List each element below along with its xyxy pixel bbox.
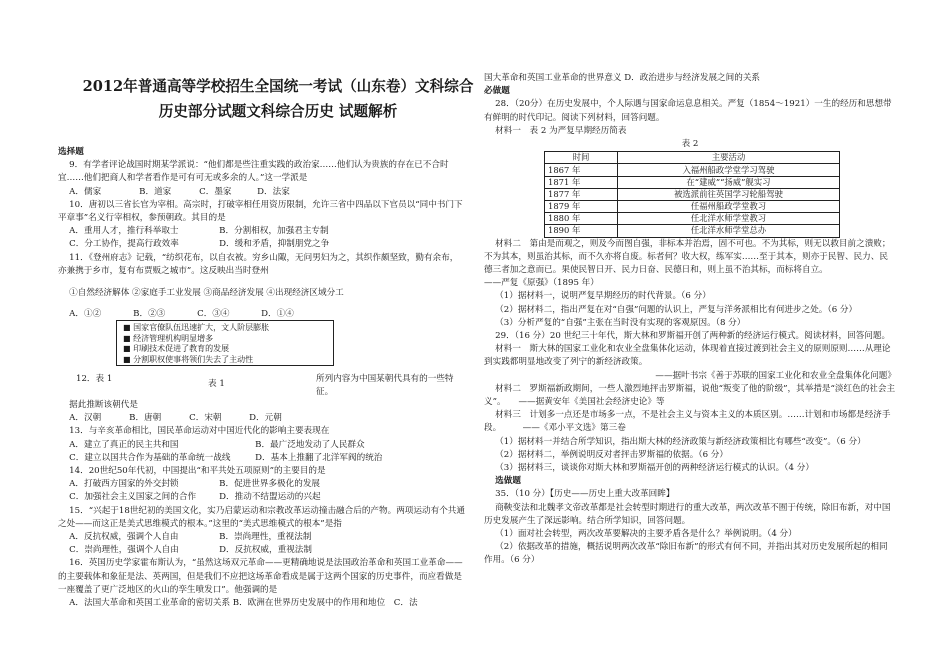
option: D．反抗权威，重视法制 — [219, 545, 312, 556]
question-35-part-2: （2）依据改革的措施，概括说明两次改革“除旧布新”的形式有何不同，并指出其对历史发展所起的相同作用。（6 分） — [484, 542, 888, 566]
left-column-lower — [58, 373, 466, 610]
option: D．元朝 — [249, 413, 282, 424]
table-cell: 任北洋水师学堂教习 — [618, 213, 840, 225]
question-14-options — [58, 478, 466, 491]
option: D．①④ — [261, 309, 294, 320]
table-row — [545, 213, 840, 225]
question-14: 14．20世纪50年代初，中国提出“和平共处五项原则”的主要目的是 — [69, 466, 326, 477]
question-35: 35．（10 分）【历史——历史上重大改革回眸】 — [495, 489, 675, 500]
question-15: 15．“兴起于18世纪初的美国文化，实乃启蒙运动和宗教改革运动撞击融合后的产物。两项运动有个共通之处——而这正是美式思维模式的根本。”这里的“美式思维模式的根本”是指 — [58, 505, 465, 529]
table-row — [545, 164, 840, 176]
section-heading-choice: 选择题 — [58, 147, 84, 157]
table-header: 时间 — [545, 152, 618, 164]
option: C．崇尚理性，强调个人自由 — [69, 545, 179, 556]
question-28: 28．（20分）在历史发展中，个人际遇与国家命运息息相关。严复（1854～1921）一生的经历和思想带有鲜明的时代印记。阅读下列材料，回答问题。 — [484, 99, 892, 123]
option: B．分割相权，加强君主专制 — [219, 226, 329, 237]
question-13-options — [58, 452, 466, 465]
option: B．唐朝 — [129, 413, 162, 424]
option: C．③④ — [197, 309, 230, 320]
question-29-material-2: 材料二 罗斯福新政期间，一些人激烈地抨击罗斯福，说他“叛变了他的阶级”，其举措是“淡红色的社会主义”。 ——据黄安年《美国社会经济史论》等 — [484, 383, 896, 407]
option: A．反抗权威，强调个人自由 — [69, 532, 179, 543]
question-28-part-3: （3）分析严复的“自强”主张在当时没有实现的客观原因。（8 分） — [495, 317, 746, 328]
table-row — [545, 225, 840, 237]
question-13-options — [58, 439, 466, 452]
option: A．建立了真正的民主共和国 — [69, 439, 179, 450]
question-35-text: 商鞅变法和北魏孝文帝改革都是社会转型时期进行的重大改革，两次改革不囿于传统，除旧布新，对中国历史发展产生了深远影响。结合所学知识，回答问题。 — [484, 502, 891, 526]
question-29-part-2: （2）据材料二，举例说明反对者抨击罗斯福的依据。（6 分） — [495, 449, 728, 460]
option: A．儒家 — [69, 186, 102, 197]
table-cell: 1877 年 — [545, 188, 618, 200]
table-1-item: ■ 印刷技术促进了教育的发展 — [123, 344, 327, 355]
option: A．打破西方国家的外交封锁 — [69, 479, 179, 490]
section-heading-required: 必做题 — [484, 86, 510, 97]
question-14-options — [58, 491, 466, 504]
question-16: 16．英国历史学家霍布斯认为，“虽然这场双元革命——更精确地说是法国政治革命和英国工业革命——的主要载体和象征是法、英两国，但是我们不应把这场革命看成是属于这两个国家的历史事件，而应看做是一座覆盖了更广泛地区的火山的孪生喷发口”。他强调的是 — [58, 558, 463, 595]
material-2: 材料二 第由是而观之，则及今而图自强，非标本并治焉，固不可也。不为其标，则无以救目前之溃败；不为其本，则虽治其标，而不久亦将自废。标者何？收大权，练军实……至于其本，则亦于民智、民力、民德三者加之意而已。果使民智日开、民力日奋、民德日和，则上虽不治其标，而标将自立。 — [484, 238, 891, 275]
table-cell: 1880 年 — [545, 213, 618, 225]
table-cell: 被选派前往英国学习轮船驾驶 — [618, 188, 840, 200]
option: C．宋朝 — [189, 413, 222, 424]
question-29-part-3: （3）据材料三，谈谈你对斯大林和罗斯福开创的两种经济运行模式的认识。（4 分） — [495, 462, 814, 473]
left-column — [58, 146, 466, 322]
option: C．建立以国共合作为基础的革命统一战线 — [69, 452, 231, 463]
question-11: 11．《登州府志》记载，“纺织花布，以自衣被。穷乡山陬，无问男妇为之，其织作颇坚致，勤有余布，亦兼携于乡市，复有布贾贩之城市”。这反映出当时登州 — [58, 252, 459, 276]
question-16-options: A．法国大革命和英国工业革命的密切关系 B．欧洲在世界历史发展中的作用和地位 C．法 — [69, 598, 418, 609]
question-12-text: 所列内容为中国某朝代具有的一些特征。 — [316, 374, 454, 398]
right-column — [484, 72, 896, 568]
question-12-options — [58, 412, 466, 425]
question-11-items: ①自然经济解体 ②家庭手工业发展 ③商品经济发展 ④出现经济区域分工 — [69, 287, 344, 298]
question-29: 29．（16 分）20 世纪三十年代，斯大林和罗斯福开创了两种新的经济运行模式。阅读材料，回答问题。 — [495, 330, 891, 341]
table-row — [545, 176, 840, 188]
table-header-row — [545, 152, 840, 164]
option: B．崇尚理性，重视法制 — [219, 532, 312, 543]
option: B．促进世界多极化的发展 — [219, 479, 321, 490]
option: B．道家 — [139, 186, 172, 197]
option: C．加强社会主义国家之间的合作 — [69, 492, 197, 503]
table-cell: 在“建威”“扬威”舰实习 — [618, 176, 840, 188]
table-cell: 入福州船政学堂学习驾驶 — [618, 164, 840, 176]
table-cell: 1871 年 — [545, 176, 618, 188]
question-29-material-3: 材料三 计划多一点还是市场多一点，不是社会主义与资本主义的本质区别。……计划和市场都是经济手段。 ——《邓小平文选》第三卷 — [484, 410, 891, 434]
table-cell: 1879 年 — [545, 200, 618, 212]
table-header: 主要活动 — [618, 152, 840, 164]
option: D．缓和矛盾，抑制朋党之争 — [219, 239, 330, 250]
question-10: 10．唐初以三省长官为宰相。高宗时，打破宰相任用资历限制，允许三省中四品以下官员以“同中书门下平章事”名义行宰相权，参预朝政。其目的是 — [58, 199, 463, 224]
table-cell: 任北洋水师学堂总办 — [618, 225, 840, 237]
question-12-tail: 据此推断该朝代是 — [69, 400, 138, 410]
option: D．推动不结盟运动的兴起 — [219, 492, 321, 503]
question-29-material-1-source: ——据叶书宗《善于苏联的国家工业化和农业全盘集体化问题》 — [655, 370, 896, 381]
table-1-box — [116, 320, 334, 366]
option: D．法家 — [257, 186, 290, 197]
option: D．基本上推翻了北洋军阀的统治 — [255, 452, 383, 463]
table-1-item: ■ 经济管理机构明显增多 — [123, 334, 327, 345]
option: C．墨家 — [199, 186, 232, 197]
option: C．分工协作，提高行政效率 — [69, 239, 179, 250]
option: A．重用人才，推行科举取士 — [69, 226, 179, 237]
table-1-item: ■ 国家官僚队伍迅速扩大，文人阶层膨胀 — [123, 323, 327, 334]
table-cell: 1890 年 — [545, 225, 618, 237]
table-1-item: ■ 分割职权使事将领们失去了主动性 — [123, 355, 327, 366]
option: A．①② — [69, 309, 102, 320]
table-cell: 1867 年 — [545, 164, 618, 176]
question-29-material-1: 材料一 斯大林的国家工业化和农业全盘集体化运动，体现着直接过渡到社会主义的原则原则……从理论到实践都明显地改变了列宁的新经济政策。 — [484, 344, 891, 368]
material-2-source: ——严复《原强》（1895 年） — [484, 278, 599, 289]
table-2-caption: 表 2 — [681, 139, 699, 150]
table-2 — [544, 151, 840, 237]
question-15-options — [58, 531, 466, 544]
question-10-options — [58, 225, 466, 238]
question-13: 13．与辛亥革命相比，国民革命运动对中国近代化的影响主要表现在 — [69, 426, 330, 437]
question-9: 9．有学者评论战国时期某学派说：“他们都是些注重实践的政治家……他们认为贵族的存在已不合时宜……他们把商人和学者看作是可有可无或多余的人。”这一学派是 — [58, 160, 449, 184]
option: B．②③ — [133, 309, 166, 320]
table-cell: 任福州船政学堂教习 — [618, 200, 840, 212]
material-1-intro: 材料一 表 2 为严复早期经历简表 — [495, 125, 627, 136]
page-title: 2012年普通高等学校招生全国统一考试（山东卷）文科综合历史部分试题文科综合历史 试题解析 — [82, 78, 474, 120]
question-28-part-2: （2）据材料二，指出严复在对“自强”问题的认识上，严复与洋务派相比有何进步之处。（6 分） — [495, 304, 858, 315]
table-row — [545, 188, 840, 200]
question-28-part-1: （1）据材料一，说明严复早期经历的时代背景。（6 分） — [495, 291, 711, 302]
question-10-options — [58, 238, 466, 251]
table-1-caption: 表 1 — [208, 379, 225, 389]
question-29-part-1: （1）据材料一并结合所学知识，指出斯大林的经济政策与新经济政策相比有哪些“改变”。（6 分） — [495, 436, 866, 447]
option: B．最广泛地发动了人民群众 — [255, 439, 365, 450]
question-35-part-1: （1）面对社会转型，两次改革要解决的主要矛盾各是什么？举例说明。（4 分） — [495, 529, 797, 539]
question-9-options — [58, 186, 466, 199]
option: A．汉朝 — [69, 413, 102, 424]
table-row — [545, 200, 840, 212]
section-heading-elective: 选做题 — [495, 476, 521, 487]
question-15-options — [58, 544, 466, 557]
question-16-continued: 国大革命和英国工业革命的世界意义 D．政治进步与经济发展之间的关系 — [484, 73, 761, 83]
question-12-number: 12．表 1 — [76, 374, 113, 384]
